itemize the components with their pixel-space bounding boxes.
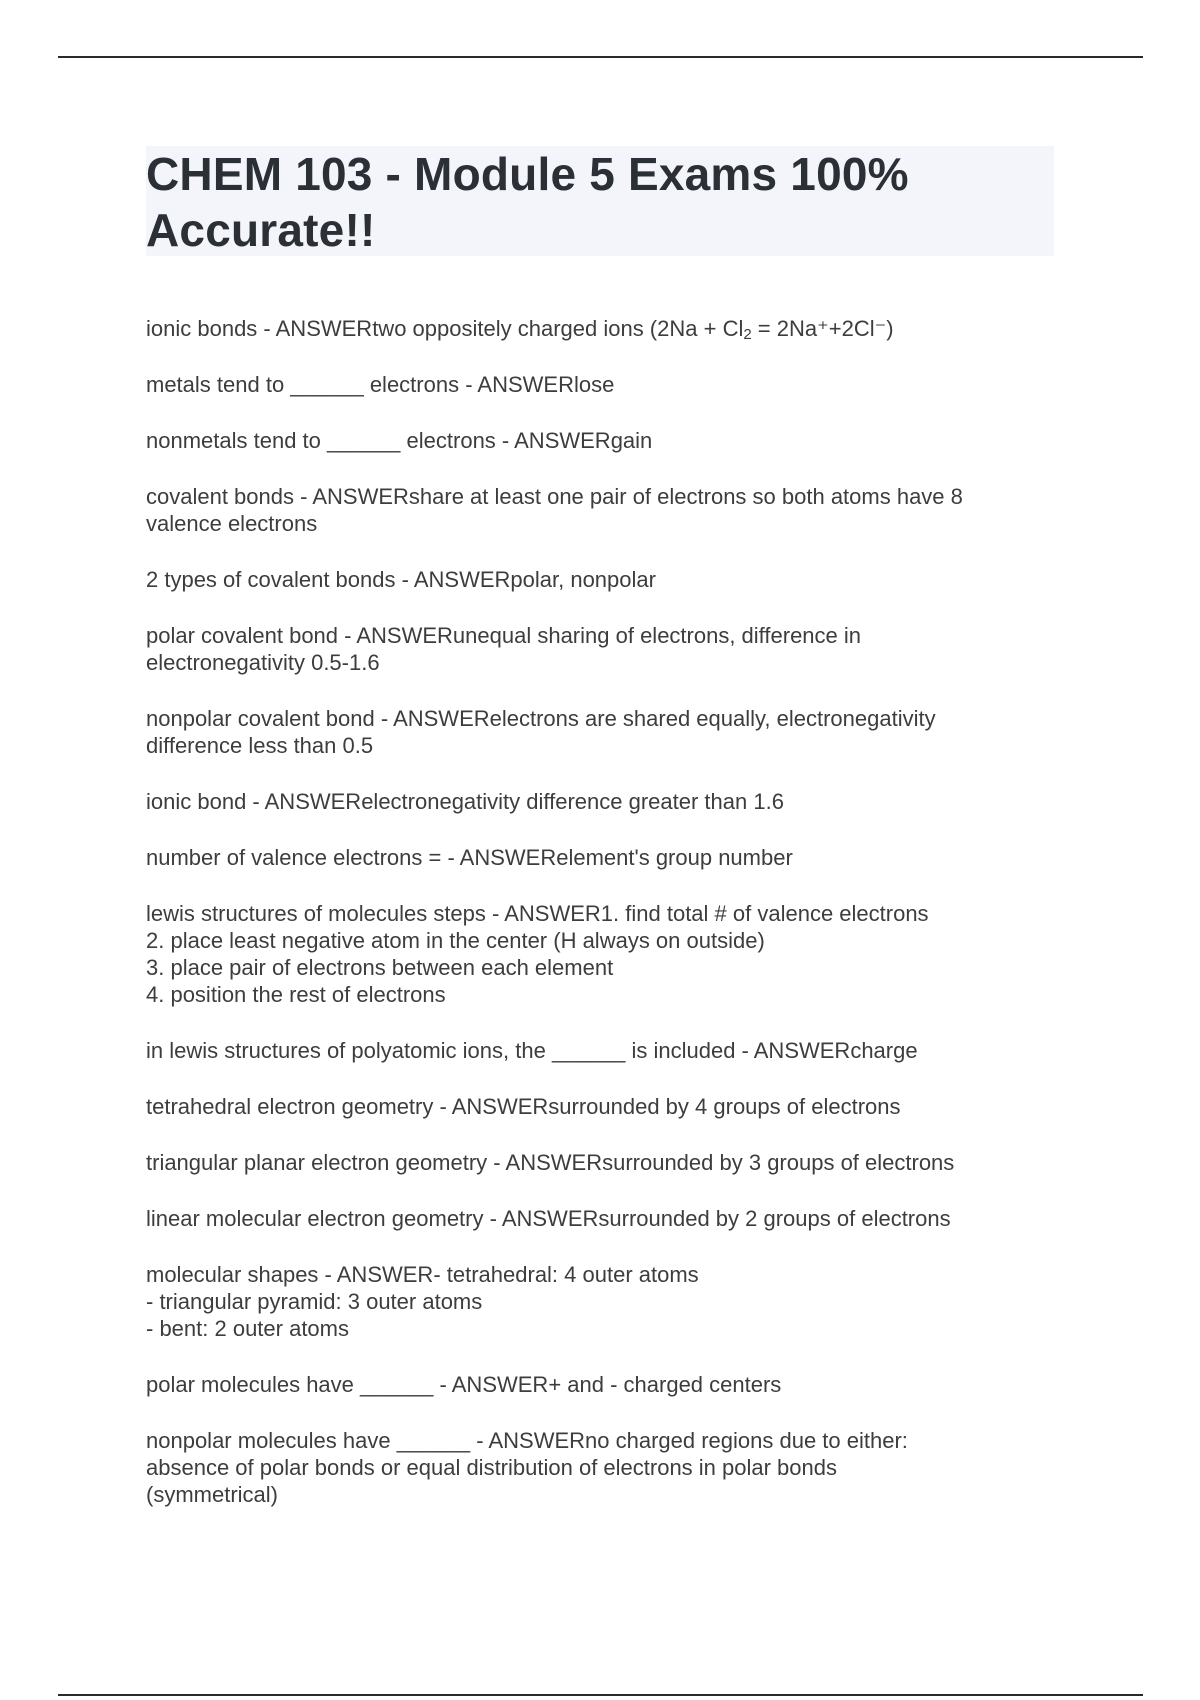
qa-text: ionic bonds - ANSWERtwo oppositely charged ions (2Na + Cl xyxy=(146,316,744,341)
qa-item-nonpolar-molecules: nonpolar molecules have ______ - ANSWERno charged regions due to either: absence of polar bonds or equal distribution of electrons in polar bonds (symmetrical) xyxy=(146,1428,908,1507)
qa-item-metals: metals tend to ______ electrons - ANSWERlose xyxy=(146,372,615,397)
title-banner xyxy=(146,146,1054,256)
qa-text: = 2Na⁺+2Cl⁻) xyxy=(751,316,894,341)
subscript-text: 2 xyxy=(743,326,752,343)
bottom-divider xyxy=(58,1694,1143,1696)
qa-item-ionic-bonds xyxy=(146,315,1056,342)
qa-item-polar-molecules: polar molecules have ______ - ANSWER+ and - charged centers xyxy=(146,1372,782,1397)
qa-item-tetrahedral: tetrahedral electron geometry - ANSWERsurrounded by 4 groups of electrons xyxy=(146,1094,901,1119)
qa-item-ionic-bond: ionic bond - ANSWERelectronegativity difference greater than 1.6 xyxy=(146,789,784,814)
qa-item-lewis-steps: lewis structures of molecules steps - ANSWER1. find total # of valence electrons 2. place least negative atom in the center (H always on outside) 3. place pair of electrons between each element 4. position the rest of electrons xyxy=(146,901,929,1007)
top-divider xyxy=(58,56,1143,58)
qa-item-triangular-planar: triangular planar electron geometry - ANSWERsurrounded by 3 groups of electrons xyxy=(146,1150,955,1175)
qa-item-polyatomic-ions: in lewis structures of polyatomic ions, the ______ is included - ANSWERcharge xyxy=(146,1038,918,1063)
document-title: CHEM 103 - Module 5 Exams 100% Accurate!! xyxy=(146,148,909,256)
qa-item-nonmetals: nonmetals tend to ______ electrons - ANSWERgain xyxy=(146,428,653,453)
qa-item-molecular-shapes: molecular shapes - ANSWER- tetrahedral: 4 outer atoms - triangular pyramid: 3 outer atoms - bent: 2 outer atoms xyxy=(146,1262,699,1341)
qa-list xyxy=(146,315,1056,1537)
qa-item-linear: linear molecular electron geometry - ANSWERsurrounded by 2 groups of electrons xyxy=(146,1206,951,1231)
qa-item-covalent-types: 2 types of covalent bonds - ANSWERpolar, nonpolar xyxy=(146,567,656,592)
qa-item-nonpolar-covalent: nonpolar covalent bond - ANSWERelectrons are shared equally, electronegativity difference less than 0.5 xyxy=(146,706,936,758)
qa-item-valence-electrons: number of valence electrons = - ANSWERelement's group number xyxy=(146,845,793,870)
qa-item-polar-covalent: polar covalent bond - ANSWERunequal sharing of electrons, difference in electronegativity 0.5-1.6 xyxy=(146,623,862,675)
qa-item-covalent-bonds: covalent bonds - ANSWERshare at least one pair of electrons so both atoms have 8 valence electrons xyxy=(146,484,963,536)
